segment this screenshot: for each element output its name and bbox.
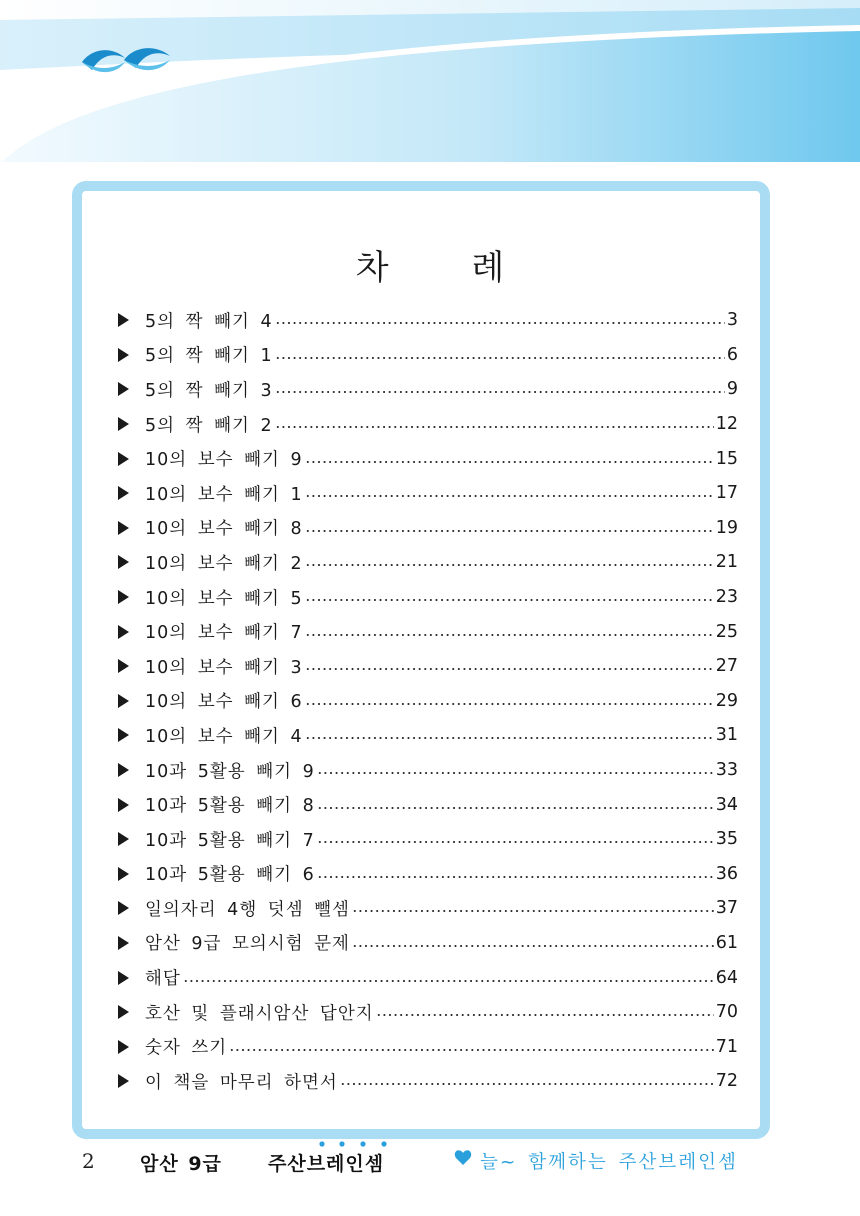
triangle-right-icon	[118, 521, 129, 535]
brand-dots-decoration	[316, 1140, 396, 1148]
triangle-right-icon	[118, 625, 129, 639]
toc-item-page: 35	[715, 829, 738, 850]
toc-item-label: 10의 보수 빼기 3	[145, 657, 303, 678]
toc-item-page: 15	[715, 448, 738, 469]
slogan	[454, 1148, 738, 1174]
toc-item-page: 23	[715, 587, 738, 608]
triangle-right-icon	[118, 452, 129, 466]
header-wave-band	[0, 0, 860, 175]
toc-item-label: 숫자 쓰기	[145, 1038, 228, 1059]
triangle-right-icon	[118, 348, 129, 362]
toc-item	[118, 684, 738, 719]
triangle-right-icon	[118, 728, 129, 742]
dot-leader	[352, 944, 714, 948]
toc-item	[118, 407, 738, 442]
dot-leader	[305, 563, 714, 567]
toc-item	[118, 614, 738, 649]
toc-item	[118, 787, 738, 822]
dot-leader	[340, 1082, 714, 1086]
triangle-right-icon	[118, 798, 129, 812]
toc-item	[118, 303, 738, 338]
dot-leader	[305, 460, 714, 464]
dot-leader	[275, 321, 725, 325]
toc-item-label: 10과 5활용 빼기 6	[145, 865, 315, 886]
toc-item-label: 10의 보수 빼기 1	[145, 484, 303, 505]
triangle-right-icon	[118, 832, 129, 846]
triangle-right-icon	[118, 1040, 129, 1054]
toc-item-page: 70	[715, 1002, 738, 1023]
triangle-right-icon	[118, 417, 129, 431]
toc-item-page: 12	[715, 414, 738, 435]
toc-item	[118, 338, 738, 373]
toc-item	[118, 649, 738, 684]
toc-item-label: 10의 보수 빼기 2	[145, 553, 303, 574]
dot-leader	[305, 667, 714, 671]
dot-leader	[275, 356, 725, 360]
triangle-right-icon	[118, 901, 129, 915]
dot-leader	[305, 598, 714, 602]
toc-item-page: 29	[715, 690, 738, 711]
toc-item	[118, 753, 738, 788]
toc-item-page: 25	[715, 621, 738, 642]
toc-item-label: 10의 보수 빼기 9	[145, 450, 303, 471]
toc-item-label: 호산 및 플래시암산 답안지	[145, 1003, 374, 1024]
toc-item-label: 10과 5활용 빼기 9	[145, 761, 315, 782]
toc-item-page: 19	[715, 517, 738, 538]
toc-item-label: 10의 보수 빼기 8	[145, 519, 303, 540]
toc-item	[118, 960, 738, 995]
dot-leader	[305, 633, 714, 637]
toc-item	[118, 511, 738, 546]
triangle-right-icon	[118, 936, 129, 950]
brand-name: 주산브레인셈	[268, 1153, 385, 1175]
dot-leader	[376, 1013, 714, 1017]
toc-item	[118, 441, 738, 476]
toc-item-page: 64	[715, 967, 738, 988]
toc-item	[118, 1029, 738, 1064]
triangle-right-icon	[118, 382, 129, 396]
toc-item	[118, 580, 738, 615]
dot-leader	[317, 771, 714, 775]
toc-item-page: 36	[715, 863, 738, 884]
toc-item	[118, 926, 738, 961]
triangle-right-icon	[118, 971, 129, 985]
triangle-right-icon	[118, 555, 129, 569]
dot-leader	[305, 702, 714, 706]
dot-leader	[183, 979, 714, 983]
toc-item-page: 31	[715, 725, 738, 746]
page-title: 차 례	[355, 248, 541, 288]
triangle-right-icon	[118, 590, 129, 604]
slogan-text: 늘~ 함께하는 주산브레인셈	[480, 1152, 738, 1173]
toc-item-label: 암산 9급 모의시험 문제	[145, 934, 350, 955]
footer	[0, 1140, 860, 1180]
dot-leader	[229, 1048, 714, 1052]
toc-item-label: 5의 짝 빼기 2	[145, 415, 273, 436]
toc-item	[118, 476, 738, 511]
toc-item-page: 3	[726, 310, 738, 331]
toc-item	[118, 857, 738, 892]
triangle-right-icon	[118, 1074, 129, 1088]
toc-item-label: 해답	[145, 969, 181, 990]
toc-item	[118, 545, 738, 580]
page-number: 2	[82, 1149, 95, 1173]
toc-item-page: 6	[726, 344, 738, 365]
toc-item-page: 37	[715, 898, 738, 919]
toc-item	[118, 995, 738, 1030]
toc-item-label: 10과 5활용 빼기 7	[145, 830, 315, 851]
toc-item-page: 71	[715, 1036, 738, 1057]
dot-leader	[317, 875, 714, 879]
toc-item	[118, 891, 738, 926]
toc-item-page: 27	[715, 656, 738, 677]
toc-item-page: 9	[726, 379, 738, 400]
dot-leader	[317, 840, 714, 844]
triangle-right-icon	[118, 694, 129, 708]
toc-item-label: 5의 짝 빼기 4	[145, 311, 273, 332]
toc-item	[118, 822, 738, 857]
dot-leader	[317, 806, 714, 810]
toc-item	[118, 718, 738, 753]
toc-item-page: 33	[715, 760, 738, 781]
toc-item	[118, 372, 738, 407]
book-name: 암산 9급	[140, 1153, 222, 1175]
triangle-right-icon	[118, 763, 129, 777]
dot-leader	[305, 529, 714, 533]
toc-item-label: 10의 보수 빼기 4	[145, 726, 303, 747]
toc-item-page: 21	[715, 552, 738, 573]
toc-item-page: 72	[715, 1071, 738, 1092]
toc-item-page: 17	[715, 483, 738, 504]
triangle-right-icon	[118, 659, 129, 673]
dot-leader	[305, 736, 714, 740]
toc-list	[118, 303, 738, 1099]
dot-leader	[305, 494, 714, 498]
toc-item-page: 34	[715, 794, 738, 815]
triangle-right-icon	[118, 313, 129, 327]
toc-item-page: 61	[715, 932, 738, 953]
toc-item-label: 일의자리 4행 덧셈 뺄셈	[145, 899, 350, 920]
toc-item-label: 10과 5활용 빼기 8	[145, 796, 315, 817]
toc-item	[118, 1064, 738, 1099]
toc-item-label: 10의 보수 빼기 5	[145, 588, 303, 609]
triangle-right-icon	[118, 867, 129, 881]
triangle-right-icon	[118, 1005, 129, 1019]
toc-item-label: 10의 보수 빼기 6	[145, 692, 303, 713]
dot-leader	[275, 390, 725, 394]
toc-item-label: 5의 짝 빼기 3	[145, 380, 273, 401]
toc-item-label: 이 책을 마무리 하면서	[145, 1072, 338, 1093]
toc-item-label: 10의 보수 빼기 7	[145, 623, 303, 644]
dot-leader	[275, 425, 714, 429]
triangle-right-icon	[118, 486, 129, 500]
toc-item-label: 5의 짝 빼기 1	[145, 346, 273, 367]
dot-leader	[352, 909, 714, 913]
